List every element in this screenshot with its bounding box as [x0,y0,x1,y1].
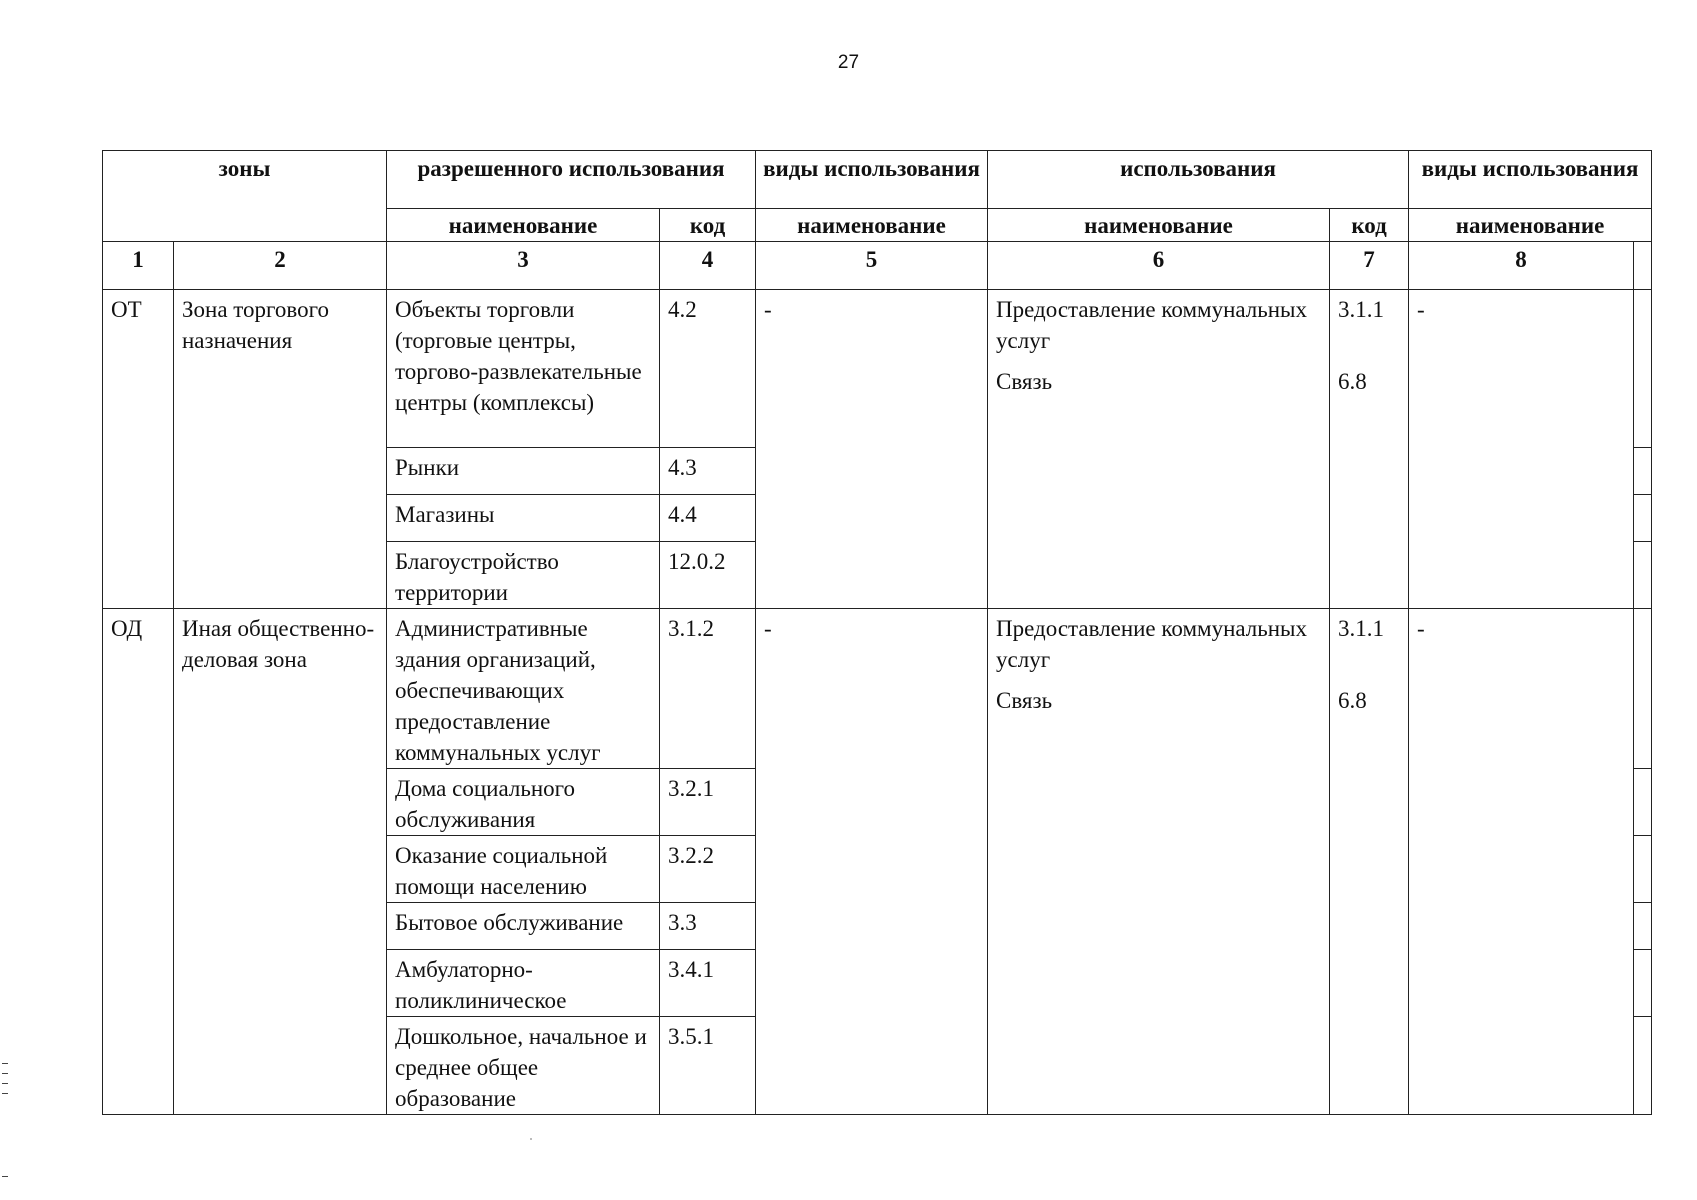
zone-code: ОД [103,609,174,1115]
table-row [103,290,1652,448]
scan-mark [2,1063,8,1064]
scan-mark [2,1073,8,1074]
use-name: Оказание социальной помощи населению [387,836,660,903]
header-name-8: наименование [1409,209,1652,242]
column-number: 5 [756,242,988,290]
use-code: 4.3 [660,448,756,495]
use-code: 3.4.1 [660,950,756,1017]
column-number: 6 [988,242,1330,290]
zoning-table-container [102,150,1651,1115]
conditional-use-name: Связь [996,369,1053,394]
edge-cell [1634,769,1652,836]
use-name: Амбулаторно-поликлиническое [387,950,660,1017]
use-code: 3.2.1 [660,769,756,836]
conditional-use-name: Связь [996,688,1053,713]
header-name-5: наименование [756,209,988,242]
use-name: Благоустройство территории [387,542,660,609]
conditional-use-code: 6.8 [1338,688,1367,713]
column-number: 1 [103,242,174,290]
conditional-use-code: 3.1.1 [1338,616,1385,641]
conditional-use-code: 6.8 [1338,369,1367,394]
column-number: 2 [174,242,387,290]
use-code: 4.4 [660,495,756,542]
use-code: 3.2.2 [660,836,756,903]
edge-cell [1634,903,1652,950]
scan-mark [2,1083,8,1084]
header-name-6: наименование [988,209,1330,242]
column-number: 8 [1409,242,1634,290]
edge-cell [1634,242,1652,290]
use-name: Административные здания организаций, обеспечивающих предоставление коммунальных услуг [387,609,660,769]
conditional-use-code: 3.1.1 [1338,297,1385,322]
page-number: 27 [837,52,860,73]
zone-code: ОТ [103,290,174,609]
aux-use-2: - [1409,290,1634,609]
column-number-row [103,242,1652,290]
edge-cell [1634,448,1652,495]
zone-name: Зона торгового назначения [174,290,387,609]
zone-name: Иная общественно-деловая зона [174,609,387,1115]
edge-cell [1634,290,1652,448]
column-number: 4 [660,242,756,290]
header-code-4: код [660,209,756,242]
scan-mark [2,1093,8,1094]
column-number: 7 [1330,242,1409,290]
conditional-use-name: Предоставление коммунальных услуг [996,297,1308,353]
use-code: 3.1.2 [660,609,756,769]
use-name: Дома социального обслуживания [387,769,660,836]
edge-cell [1634,542,1652,609]
header-zones: зоны [103,151,387,242]
edge-cell [1634,836,1652,903]
use-code: 4.2 [660,290,756,448]
conditional-use-names [988,290,1330,609]
use-name: Магазины [387,495,660,542]
conditional-use-names [988,609,1330,1115]
edge-cell [1634,1017,1652,1115]
aux-use: - [756,609,988,1115]
header-code-7: код [1330,209,1409,242]
table-row [103,609,1652,769]
edge-cell [1634,609,1652,769]
scan-dot [530,1138,532,1140]
header-aux-kinds: виды использования [756,151,988,209]
header-permitted-use: разрешенного использования [387,151,756,209]
use-code: 3.3 [660,903,756,950]
use-code: 3.5.1 [660,1017,756,1115]
use-name: Бытовое обслуживание [387,903,660,950]
column-number: 3 [387,242,660,290]
header-name-3: наименование [387,209,660,242]
use-code: 12.0.2 [660,542,756,609]
zoning-table [102,150,1652,1115]
conditional-use-name: Предоставление коммунальных услуг [996,616,1308,672]
aux-use: - [756,290,988,609]
conditional-use-codes [1330,609,1409,1115]
header-conditional-use: использования [988,151,1409,209]
conditional-use-codes [1330,290,1409,609]
aux-use-2: - [1409,609,1634,1115]
edge-cell [1634,950,1652,1017]
use-name: Рынки [387,448,660,495]
use-name: Объекты торговли (торговые центры, торгово-развлекательные центры (комплексы) [387,290,660,448]
header-aux-kinds-2: виды использования [1409,151,1652,209]
edge-cell [1634,495,1652,542]
header-row-1 [103,151,1652,209]
scan-mark [2,1176,8,1177]
use-name: Дошкольное, начальное и среднее общее образование [387,1017,660,1115]
